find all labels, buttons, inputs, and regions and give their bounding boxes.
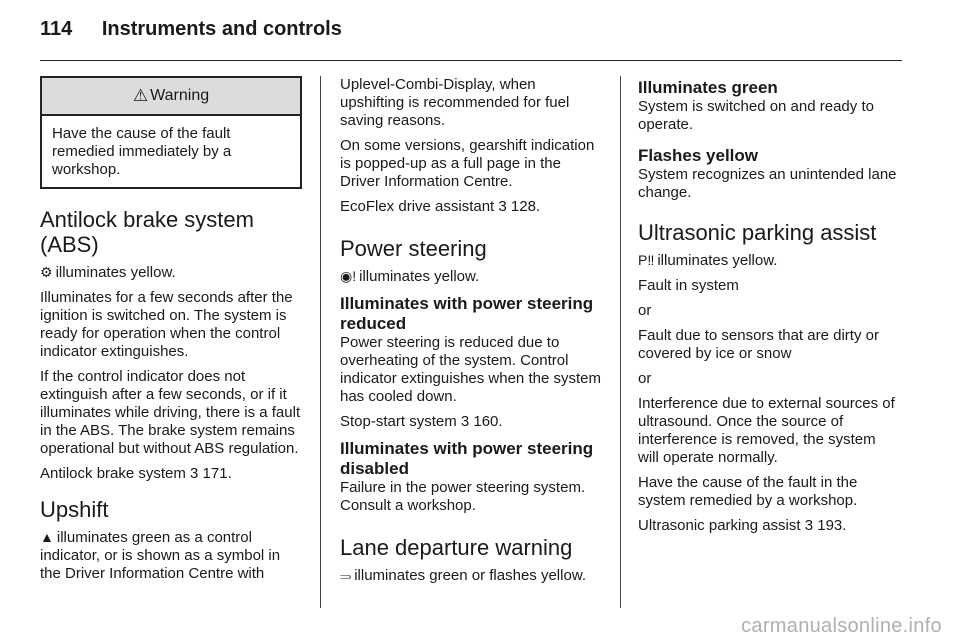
lane-departure-intro: ⥰ illuminates green or flashes yellow.	[340, 567, 586, 584]
power-steering-heading: Power steering	[340, 236, 487, 261]
abs-heading: Antilock brake system (ABS)	[40, 207, 254, 257]
warning-text: Have the cause of the fault remedied immediately by a workshop.	[52, 125, 232, 178]
watermark: carmanualsonline.info	[741, 615, 942, 637]
column-left	[40, 76, 302, 590]
parking-fault-1: Fault in system	[638, 277, 739, 294]
upshift-paragraph-1: ▲ illuminates green as a control indicator, or is shown as a symbol in the Driver Information Centre with	[40, 529, 281, 582]
power-steering-disabled-text: Failure in the power steering system. Consult a workshop.	[340, 479, 586, 514]
parking-or-1: or	[638, 302, 652, 319]
abs-intro: ⚙ illuminates yellow.	[40, 264, 176, 281]
warning-box	[40, 76, 302, 189]
power-steering-disabled-heading: Illuminates with power steering disabled	[340, 439, 594, 478]
parking-remedy: Have the cause of the fault in the system remedied by a workshop.	[638, 474, 858, 509]
power-steering-intro: ◉! illuminates yellow.	[340, 268, 480, 285]
warning-body	[42, 116, 300, 187]
parking-assist-icon: P‼	[638, 252, 655, 268]
abs-paragraph-2: If the control indicator does not extinguish after a few seconds, or if it illuminates while driving, there is a fault in the ABS. The brake system remains operational but without ABS regulation.	[40, 368, 301, 457]
upshift-reference: EcoFlex drive assistant 3 128.	[340, 198, 541, 215]
abs-reference: Antilock brake system 3 171.	[40, 465, 232, 482]
column-right	[638, 76, 900, 542]
lane-departure-heading: Lane departure warning	[340, 535, 573, 560]
chapter-title: Instruments and controls	[101, 18, 342, 40]
flashes-yellow-text: System recognizes an unintended lane change.	[638, 166, 897, 201]
warning-header	[42, 78, 300, 116]
column-divider	[620, 76, 621, 608]
parking-reference: Ultrasonic parking assist 3 193.	[638, 517, 847, 534]
warning-triangle-icon: ⚠	[132, 86, 149, 105]
warning-title: Warning	[150, 87, 210, 104]
parking-fault-2: Fault due to sensors that are dirty or covered by ice or snow	[638, 327, 879, 362]
upshift-paragraph-2: On some versions, gearshift indication is popped-up as a full page in the Driver Information Centre.	[340, 137, 595, 190]
upshift-paragraph-1-continued: Uplevel-Combi-Display, when upshifting is recommended for fuel saving reasons.	[340, 76, 570, 129]
page-number: 114	[40, 18, 73, 40]
parking-assist-heading: Ultrasonic parking assist	[638, 220, 877, 245]
illuminates-green-heading: Illuminates green	[638, 78, 778, 97]
parking-or-2: or	[638, 370, 652, 387]
flashes-yellow-heading: Flashes yellow	[638, 146, 758, 165]
stop-start-reference: Stop-start system 3 160.	[340, 413, 503, 430]
parking-fault-3: Interference due to external sources of ultrasound. Once the source of interference is removed, the system will operate normally.	[638, 395, 895, 466]
column-middle	[340, 76, 602, 592]
column-divider	[320, 76, 321, 608]
page-header	[40, 18, 342, 41]
abs-icon: ⚙	[40, 264, 53, 280]
power-steering-reduced-text: Power steering is reduced due to overheating of the system. Control indicator extinguishes when the system has cooled down.	[340, 334, 601, 405]
abs-paragraph-1: Illuminates for a few seconds after the ignition is switched on. The system is ready for operation when the control indicator extinguishes.	[40, 289, 293, 360]
illuminates-green-text: System is switched on and ready to operate.	[638, 98, 874, 133]
steering-wheel-warning-icon: ◉!	[340, 268, 357, 284]
header-rule	[40, 60, 902, 61]
lane-departure-icon: ⥰	[340, 567, 352, 583]
upshift-heading: Upshift	[40, 497, 109, 522]
upshift-arrow-icon: ▲	[40, 529, 54, 545]
power-steering-reduced-heading: Illuminates with power steering reduced	[340, 294, 594, 333]
parking-assist-intro: P‼ illuminates yellow.	[638, 252, 778, 269]
